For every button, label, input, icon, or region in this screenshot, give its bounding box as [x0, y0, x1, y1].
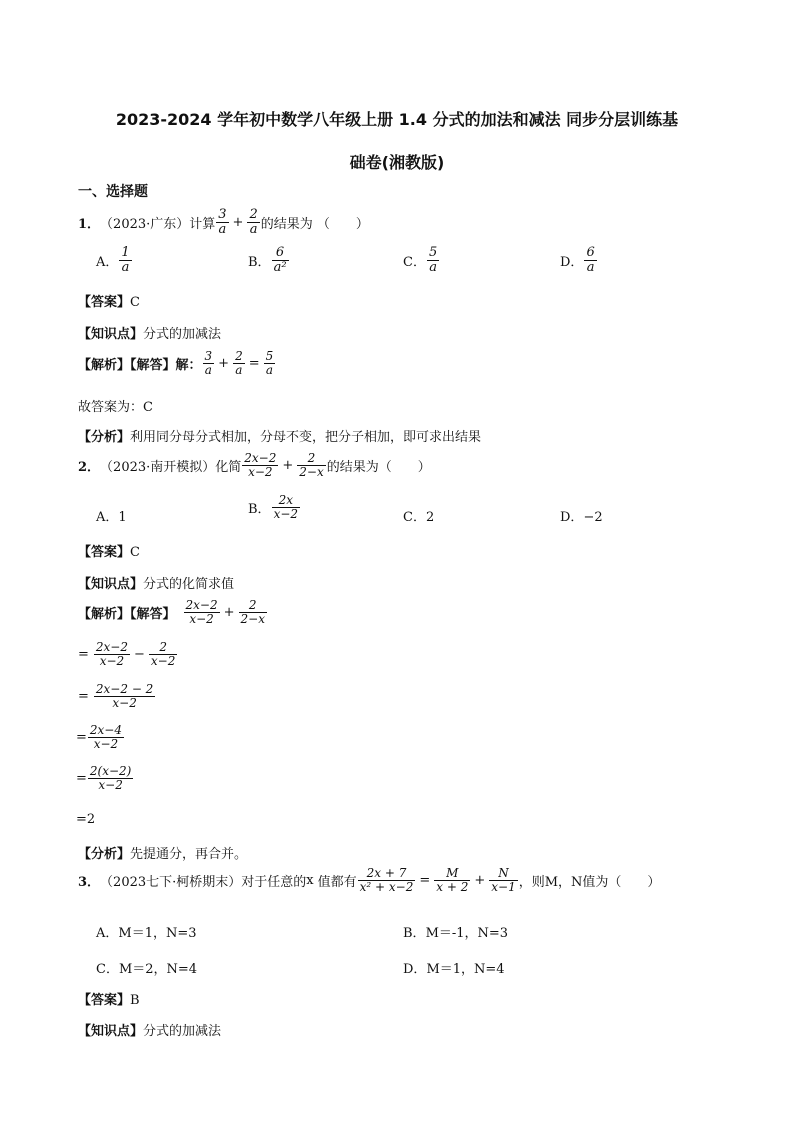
- q1-fraction-1: $\frac{3}{a}$: [218, 207, 227, 237]
- q3-option-b: B．M＝-1，N=3: [403, 926, 509, 941]
- equals: =: [76, 770, 87, 786]
- q2-plus: +: [282, 457, 294, 473]
- sol-plus: +: [218, 355, 230, 371]
- question-2: [78, 452, 431, 478]
- q3-option-d: D．M＝1，N=4: [403, 962, 505, 977]
- sol-plus: +: [223, 604, 235, 620]
- q3-fraction-left: $\frac{2x + 7}{\text{x² + x−2}}$: [359, 866, 414, 894]
- sol-fraction-1: $\frac{2x-2}{x-2}$: [185, 598, 218, 626]
- sol-fraction-2: $\frac{2}{a}$: [235, 349, 243, 377]
- option-letter: A．: [96, 254, 119, 270]
- sol-equals: =: [248, 355, 260, 371]
- q2-option-c: C．2: [403, 510, 435, 525]
- q2-option-a: A．1: [96, 510, 127, 525]
- option-fraction: $\frac{6}{a}$: [586, 245, 595, 275]
- q2-option-b: [248, 494, 301, 520]
- sol-fraction-3: $\frac{5}{a}$: [265, 349, 274, 377]
- q2-source: （2023·南开模拟）化简: [100, 459, 242, 475]
- equals: =: [78, 646, 89, 662]
- option-fraction: $\frac{2x}{x-2}$: [273, 493, 299, 521]
- equals: =: [76, 729, 87, 745]
- step-fraction: $\frac{2}{x-2}$: [150, 640, 176, 668]
- q2-number: 2．: [78, 459, 101, 475]
- option-fraction: $\frac{1}{a}$: [121, 245, 130, 275]
- q1-fraction-2: $\frac{2}{a}$: [249, 207, 258, 237]
- q3-source: （2023七下·柯桥期末）对于任意的: [100, 874, 307, 890]
- option-fraction: $\frac{5}{a}$: [428, 245, 438, 275]
- step-fraction: $\frac{2x-2}{x-2}$: [95, 640, 128, 668]
- q3-tail: ，则M，N值为（ ）: [518, 874, 661, 890]
- q3-option-a: A．M＝1，N=3: [96, 926, 197, 941]
- sol-fraction-1: $\frac{3}{a}$: [204, 349, 213, 377]
- q1-final-answer: 故答案为：C: [78, 400, 153, 415]
- q1-answer: 【答案】C: [78, 295, 140, 310]
- step-fraction: $\frac{2x-4}{x-2}$: [89, 723, 122, 751]
- q2-step-5: =2: [76, 812, 96, 827]
- page-title-line2: 础卷(湘教版): [349, 153, 445, 172]
- q2-step-3: [76, 724, 125, 750]
- page-title: 2023-2024 学年初中数学八年级上册 1.4 分式的加法和减法 同步分层训练基: [115, 110, 679, 129]
- q3-equals: =: [419, 872, 431, 888]
- q1-solution: [78, 350, 276, 376]
- question-3: [78, 867, 660, 893]
- q2-solution: [78, 599, 268, 625]
- q3-knowledge: 【知识点】分式的加减法: [78, 1024, 222, 1039]
- q3-number: 3．: [78, 874, 101, 890]
- q3-fraction-m: $\frac{M}{x + 2}$: [436, 866, 469, 894]
- q1-option-d: [560, 246, 598, 274]
- q2-fraction-1: $\frac{2x-2}{x-2}$: [244, 451, 277, 479]
- q3-plus: +: [474, 872, 486, 888]
- q3-answer: 【答案】B: [78, 993, 140, 1008]
- q2-analysis: 【分析】先提通分，再合并。: [78, 847, 248, 862]
- q1-number: 1．: [78, 216, 101, 232]
- q1-option-a: [96, 246, 133, 274]
- q1-option-b: [248, 246, 290, 274]
- q3-x: x: [306, 872, 314, 888]
- q3-fraction-n: $\frac{N}{x-1}$: [491, 866, 516, 894]
- q2-answer: 【答案】C: [78, 545, 140, 560]
- q1-source: （2023·广东）计算: [100, 216, 216, 232]
- sol-fraction-2: $\frac{2}{2-x}$: [240, 598, 265, 626]
- q1-plus: +: [232, 214, 244, 230]
- q2-step-4: [76, 765, 134, 791]
- q2-option-d: D．−2: [560, 510, 603, 525]
- q1-analysis: 【分析】利用同分母分式相加，分母不变，把分子相加，即可求出结果: [78, 430, 482, 445]
- q1-knowledge: 【知识点】分式的加减法: [78, 327, 222, 342]
- option-letter: D．: [560, 254, 584, 270]
- q2-fraction-2: $\frac{2}{2-x}$: [299, 451, 324, 479]
- equals: =: [78, 688, 89, 704]
- q2-tail: 的结果为（ ）: [326, 459, 431, 475]
- q1-option-c: [403, 246, 440, 274]
- solution-label: 【解析】【解答】: [78, 606, 176, 622]
- question-1: [78, 208, 369, 236]
- q2-step-1: [78, 641, 178, 667]
- option-letter: C．: [403, 254, 426, 270]
- option-letter: B．: [248, 254, 271, 270]
- solution-label: 【解析】【解答】解：: [78, 357, 202, 373]
- q3-mid: 值都有: [317, 874, 357, 890]
- step-fraction: $\frac{2x-2 - 2}{x-2}$: [95, 682, 154, 710]
- option-letter: B．: [248, 501, 271, 517]
- section-heading: 一、选择题: [78, 184, 148, 200]
- q2-step-2: [78, 683, 156, 709]
- option-fraction: $\frac{6}{\text{a²}}$: [273, 245, 287, 275]
- q1-tail: 的结果为 （ ）: [260, 216, 369, 232]
- step-fraction: $\frac{2(x-2)}{x-2}$: [89, 764, 132, 792]
- q2-knowledge: 【知识点】分式的化简求值: [78, 577, 235, 592]
- q3-option-c: C．M＝2，N=4: [96, 962, 198, 977]
- minus: −: [134, 646, 145, 662]
